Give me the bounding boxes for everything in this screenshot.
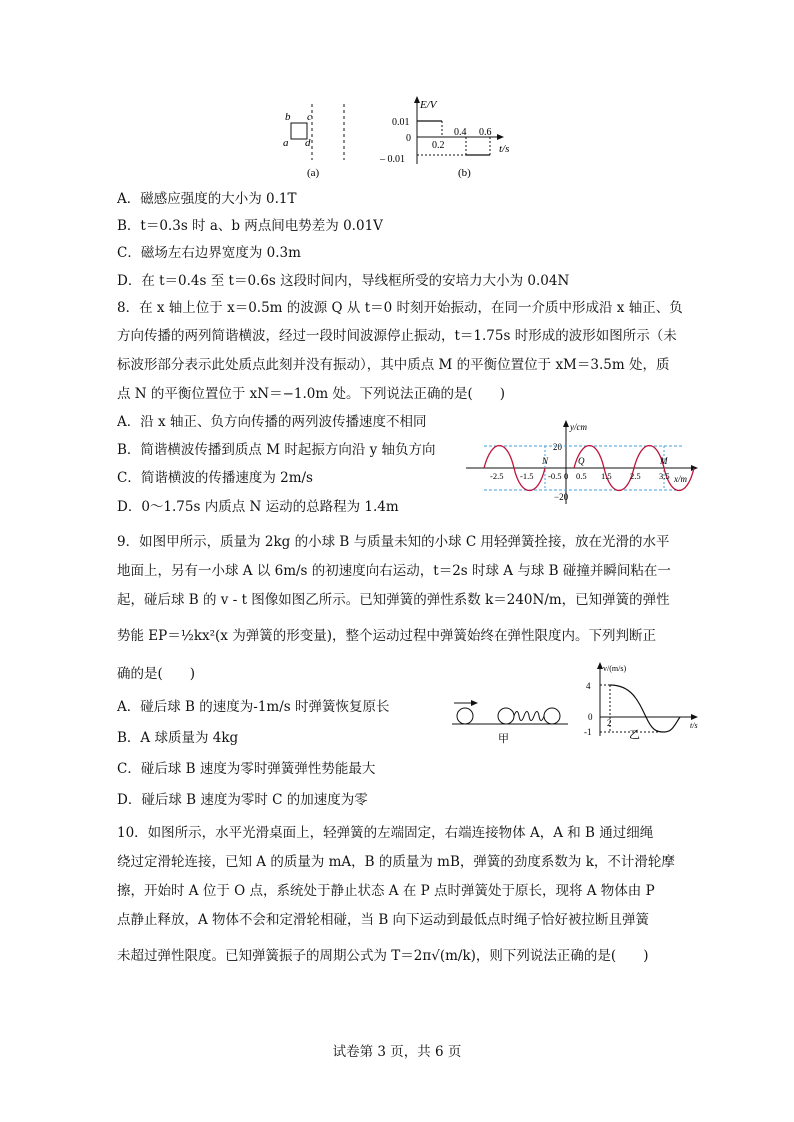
q9-option-d: D．碰后球 B 速度为零时 C 的加速度为零 xyxy=(117,792,368,808)
vt-x2: 2 xyxy=(607,718,612,728)
q7-option-d: D．在 t＝0.4s 至 t＝0.6s 这段时间内，导线框所受的安培力大小为 0.04N xyxy=(117,273,570,289)
label-d: d xyxy=(305,137,311,149)
caption-a: (a) xyxy=(307,167,320,179)
wave-label-q: Q xyxy=(578,456,585,466)
vt-y4: 4 xyxy=(586,681,591,691)
wave-tick-3.5: 3.5 xyxy=(659,471,670,481)
q10-stem-line4: 点静止释放，A 物体不会和定滑轮相碰，当 B 向下运动到最低点时绳子恰好被拉断且弹簧 xyxy=(117,912,650,928)
q7-option-c: C．磁场左右边界宽度为 0.3m xyxy=(117,245,301,261)
wave-tick-neg1.5: -1.5 xyxy=(520,471,534,481)
vt-xlabel: t/s xyxy=(690,721,698,730)
vt-yneg1: -1 xyxy=(584,727,592,737)
q9-stem-line4: 势能 EP＝½kx²(x 为弹簧的形变量)，整个运动过程中弹簧始终在弹性限度内。下列判断正 xyxy=(117,628,656,644)
figure-q7 xyxy=(270,92,530,182)
q9-stem-line1: 9．如图甲所示，质量为 2kg 的小球 B 与质量未知的小球 C 用轻弹簧拴接，放在光滑的水平 xyxy=(117,534,670,550)
q8-stem-line1: 8．在 x 轴上位于 x＝0.5m 的波源 Q 从 t＝0 时刻开始振动，在同一介质中形成沿 x 轴正、负 xyxy=(117,300,683,316)
figure-q7-b xyxy=(379,96,509,179)
xtick-06: 0.6 xyxy=(479,127,492,138)
q9-stem-line2: 地面上，另有一小球 A 以 6m/s 的初速度向右运动，t＝2s 时球 A 与球 B 碰撞并瞬间粘在一 xyxy=(117,563,671,579)
ytick-neg001: – 0.01 xyxy=(380,154,405,165)
xtick-04: 0.4 xyxy=(454,127,467,138)
figure-q9-jia xyxy=(450,696,575,746)
wave-tick-0.5: 0.5 xyxy=(576,471,587,481)
q8-option-a: A．沿 x 轴正、负方向传播的两列波传播速度不相同 xyxy=(117,414,427,430)
q10-stem-line1: 10．如图所示，水平光滑桌面上，轻弹簧的左端固定，右端连接物体 A，A 和 B 通过细绳 xyxy=(117,825,654,841)
vt-y0: 0 xyxy=(588,712,593,722)
q8-option-b: B．简谐横波传播到质点 M 时起振方向沿 y 轴负方向 xyxy=(117,442,436,458)
wave-tick-neg2.5: -2.5 xyxy=(490,471,504,481)
ytick-0: 0 xyxy=(406,133,411,144)
wave-label-m: M xyxy=(660,456,668,466)
wave-yneg20: −20 xyxy=(554,492,569,502)
caption-b: (b) xyxy=(458,167,471,179)
q7-option-a: A．磁感应强度的大小为 0.1T xyxy=(117,191,297,207)
ytick-001: 0.01 xyxy=(392,117,410,128)
graph-b-ylabel: E/V xyxy=(420,99,437,111)
wave-ylabel: y/cm xyxy=(570,422,587,432)
xtick-02: 0.2 xyxy=(432,140,445,151)
wave-tick-neg0.5: -0.5 xyxy=(548,471,562,481)
graph-b-xlabel: t/s xyxy=(499,143,510,155)
wave-tick-0: 0 xyxy=(564,471,569,481)
figure-q7-a xyxy=(283,104,344,179)
label-b: b xyxy=(285,111,291,123)
q9-option-b: B．A 球质量为 4kg xyxy=(117,730,239,746)
vt-ylabel: v/(m/s) xyxy=(603,664,627,673)
q9-stem-line5: 确的是( ) xyxy=(117,666,196,682)
q8-option-d: D．0～1.75s 内质点 N 运动的总路程为 1.4m xyxy=(117,499,399,515)
wave-y20: 20 xyxy=(553,442,562,452)
q10-stem-line5: 未超过弹性限度。已知弹簧振子的周期公式为 T＝2π√(m/k)，则下列说法正确的是( ) xyxy=(117,948,649,964)
q8-stem-line4: 点 N 的平衡位置位于 xN＝−1.0m 处。下列说法正确的是( ) xyxy=(117,386,506,402)
q9-option-c: C．碰后球 B 速度为零时弹簧弹性势能最大 xyxy=(117,761,376,777)
page-footer: 试卷第 3 页，共 6 页 xyxy=(332,1044,462,1060)
wave-xlabel: x/m xyxy=(674,474,687,484)
figure-q8-wave xyxy=(462,418,702,508)
label-c: c xyxy=(307,111,312,123)
q10-stem-line2: 绕过定滑轮连接，已知 A 的质量为 mA，B 的质量为 mB，弹簧的劲度系数为 k，不计滑轮摩 xyxy=(117,854,675,870)
q9-stem-line3: 起，碰后球 B 的 v - t 图像如图乙所示。已知弹簧的弹性系数 k＝240N/m，已知弹簧的弹性 xyxy=(117,592,670,608)
q10-stem-line3: 擦，开始时 A 位于 O 点，系统处于静止状态 A 在 P 点时弹簧处于原长，现将 A 物体由 P xyxy=(117,883,655,899)
figure-q9-yi xyxy=(576,660,706,740)
q8-option-c: C．简谐横波的传播速度为 2m/s xyxy=(117,470,313,486)
wave-label-n: N xyxy=(542,456,549,466)
fig-jia-label: 甲 xyxy=(498,733,509,745)
q9-option-a: A．碰后球 B 的速度为-1m/s 时弹簧恢复原长 xyxy=(117,699,390,715)
q8-stem-line3: 标波形部分表示此处质点此刻并没有振动），其中质点 M 的平衡位置位于 xM＝3.5m 处，质 xyxy=(117,357,670,373)
fig-yi-label: 乙 xyxy=(629,729,640,740)
wave-tick-1.5: 1.5 xyxy=(601,471,612,481)
q8-stem-line2: 方向传播的两列简谐横波，经过一段时间波源停止振动，t＝1.75s 时形成的波形如图所示（未 xyxy=(117,328,677,344)
label-a: a xyxy=(283,137,289,149)
q7-option-b: B．t＝0.3s 时 a、b 两点间电势差为 0.01V xyxy=(117,218,383,234)
wave-tick-2.5: 2.5 xyxy=(630,471,641,481)
